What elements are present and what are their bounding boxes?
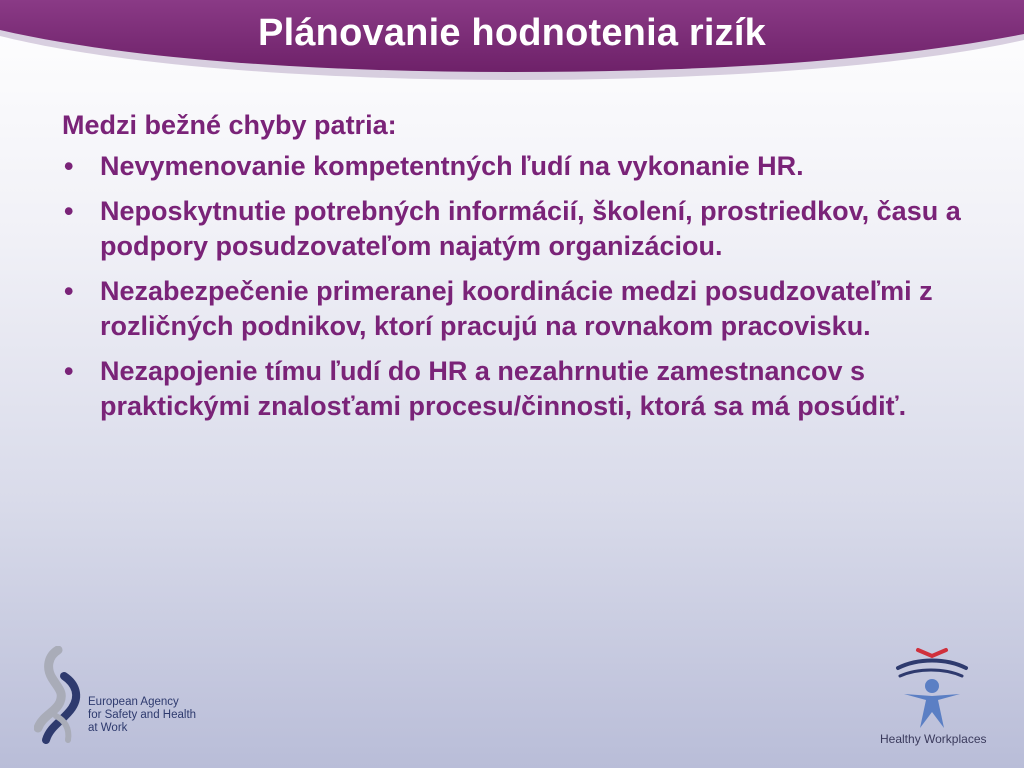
bullet-icon: • [64,196,74,226]
campaign-logo [870,646,1000,750]
bullet-item [62,194,962,264]
bullet-item [62,354,962,424]
eu-osha-logo-icon [34,646,94,746]
bullet-text: Neposkytnutie potrebných informácií, školení, prostriedkov, času a podpory posudzovateľom najatým organizáciou. [100,196,961,261]
campaign-label: Healthy Workplaces [880,732,987,746]
agency-name-line: European Agency [88,696,179,708]
bullet-list [62,149,962,424]
agency-name-line: for Safety and Health [88,709,197,721]
agency-name-line: at Work [88,722,128,734]
slide-title: Plánovanie hodnotenia rizík [258,12,766,54]
slide-body [62,108,962,434]
intro-text: Medzi bežné chyby patria: [62,110,397,140]
bullet-icon: • [64,356,74,386]
bullet-icon: • [64,151,74,181]
bullet-text: Nezapojenie tímu ľudí do HR a nezahrnutie zamestnancov s praktickými znalosťami procesu/činnosti, ktorá sa má posúdiť. [100,356,907,421]
agency-logo [34,646,214,746]
bullet-item [62,149,962,184]
bullet-text: Nevymenovanie kompetentných ľudí na vykonanie HR. [100,151,804,181]
agency-name [88,696,196,735]
bullet-text: Nezabezpečenie primeranej koordinácie medzi posudzovateľmi z rozličných podnikov, ktorí pracujú na rovnakom pracovisku. [100,276,933,341]
healthy-workplaces-figure-icon [870,646,980,732]
title-banner [0,0,1024,95]
bullet-item [62,274,962,344]
bullet-icon: • [64,276,74,306]
